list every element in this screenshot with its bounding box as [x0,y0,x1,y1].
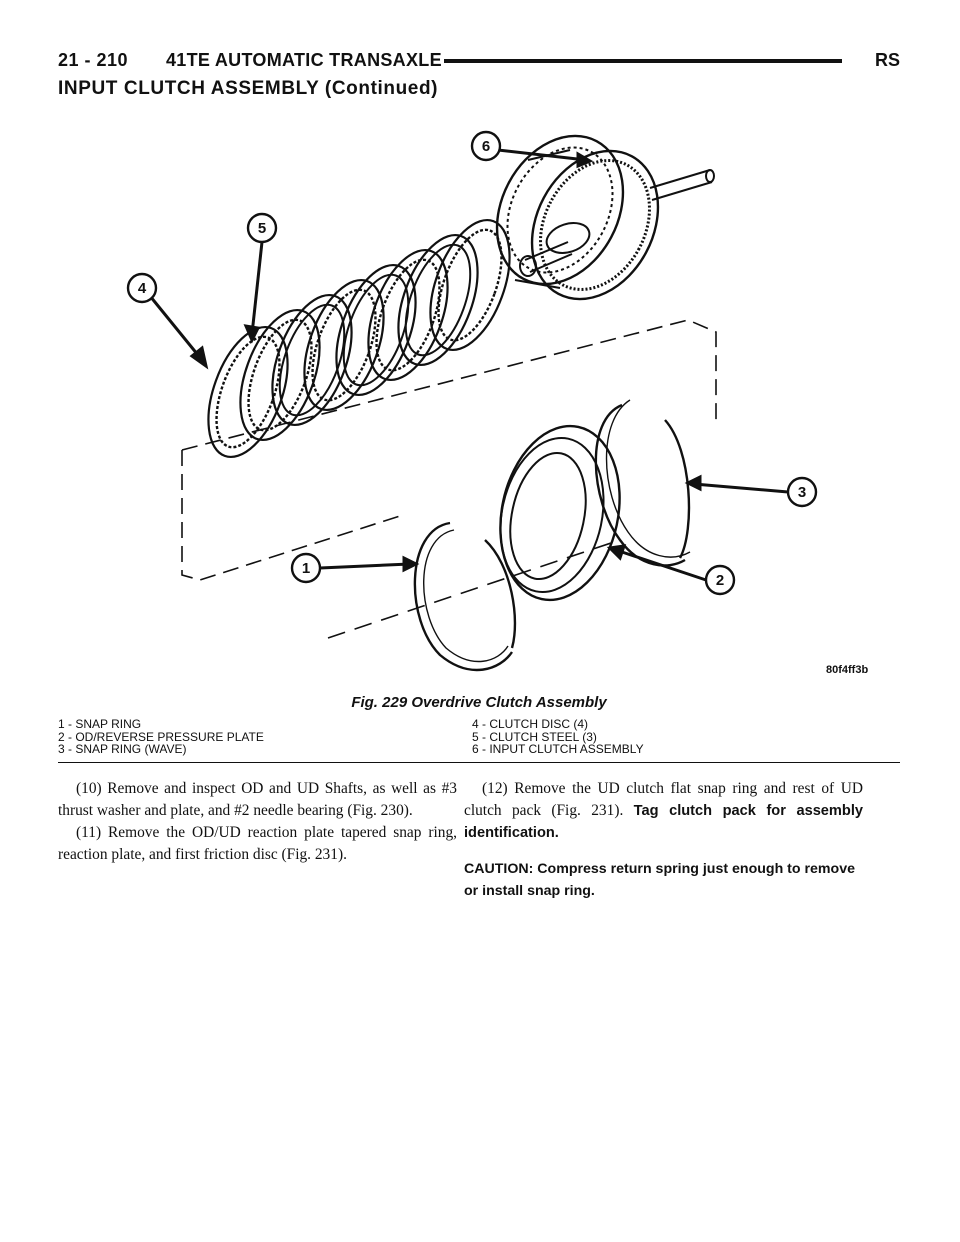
callout-6 [472,132,500,160]
legend-item: 4 - CLUTCH DISC (4) [472,717,589,731]
legend-item: 3 - SNAP RING (WAVE) [58,742,187,756]
section-title: INPUT CLUTCH ASSEMBLY (Continued) [58,78,439,99]
figure-caption: Fig. 229 Overdrive Clutch Assembly [351,694,607,711]
legend-column-right [472,718,644,756]
step-10: (10) Remove and inspect OD and UD Shafts, as well as #3 thrust washer and plate, and #2 needle bearing (Fig. 230). [58,780,457,819]
caution-note: CAUTION: Compress return spring just enough to remove or install snap ring. [464,861,855,899]
step-12-note: Tag clutch pack for assembly identification. [464,803,863,841]
svg-text:5: 5 [257,220,267,237]
exploded-view-illustration [120,120,860,680]
figure-code: 80f4ff3b [826,664,869,676]
legend-column-left [58,718,264,756]
legend-item: 6 - INPUT CLUTCH ASSEMBLY [472,742,644,756]
legend-item: 2 - OD/REVERSE PRESSURE PLATE [58,729,264,744]
model-code: RS [874,50,900,70]
legend-item: 1 - SNAP RING [58,717,142,731]
callout-1 [292,554,320,582]
header-rule [444,59,842,63]
figure-callouts [128,132,816,594]
step-12-text: (12) Remove the UD clutch flat snap ring and rest of UD clutch pack (Fig. 231). [464,780,863,819]
body-column-right [464,778,863,902]
manual-title: 41TE AUTOMATIC TRANSAXLE [166,50,442,70]
figure-legend [58,716,900,763]
svg-text:4: 4 [137,280,147,297]
callout-4 [128,274,156,302]
callout-2 [706,566,734,594]
step-12 [464,778,863,844]
svg-text:6: 6 [481,138,491,155]
callout-5 [248,214,276,242]
legend-item: 5 - CLUTCH STEEL (3) [472,729,597,744]
body-column-left [58,778,457,866]
svg-text:1: 1 [301,560,311,577]
page-header [58,50,900,72]
svg-text:3: 3 [797,484,807,501]
page-number: 21 - 210 [58,50,129,70]
callout-3 [788,478,816,506]
svg-text:2: 2 [715,572,725,589]
step-11: (11) Remove the OD/UD reaction plate tapered snap ring, reaction plate, and first friction disc (Fig. 231). [58,824,457,863]
